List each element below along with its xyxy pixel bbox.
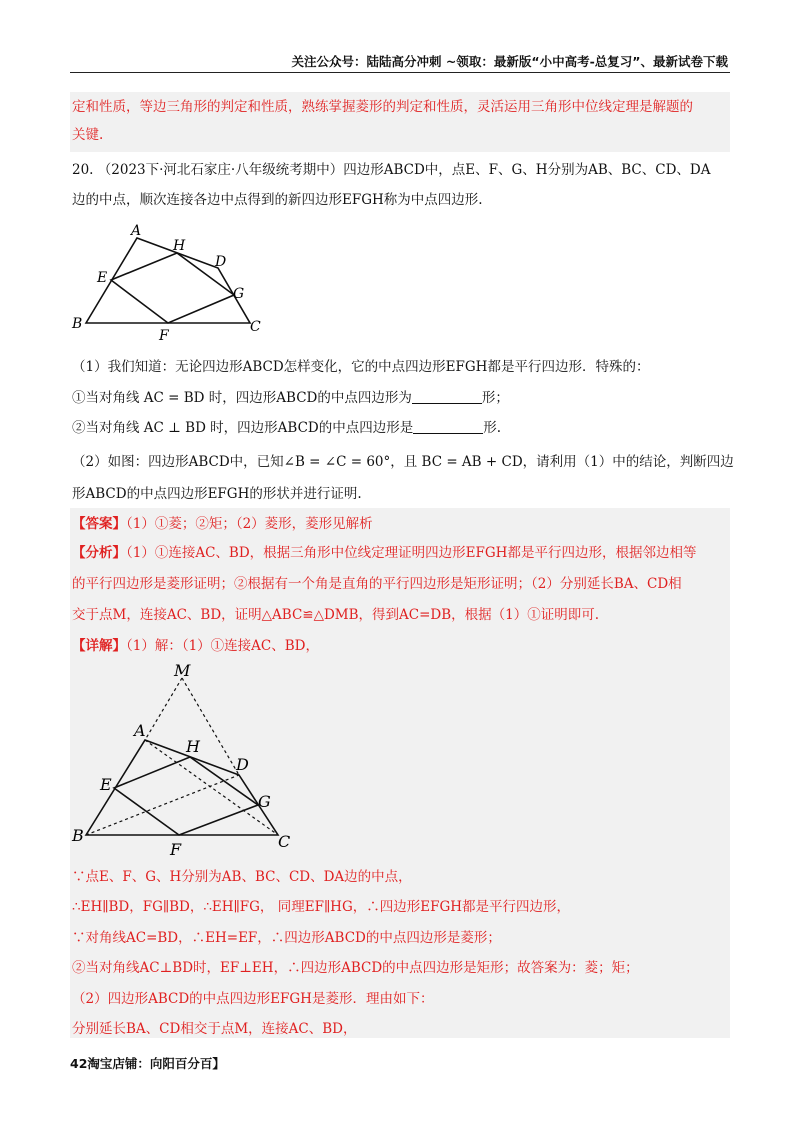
fig1-label-c: C	[250, 319, 261, 335]
prev-answer-line2: 关键.	[72, 127, 104, 143]
item1-text: ①当对角线 AC = BD 时，四边形ABCD的中点四边形为	[72, 390, 412, 406]
answer-text: （1）①菱；②矩；（2）菱形，菱形见解析	[126, 516, 373, 532]
part2-line1: （2）如图：四边形ABCD中，已知∠B = ∠C = 60°，且 BC = AB + CD，请利用（1）中的结论，判断四边	[72, 454, 734, 470]
detail-line-4: ②当对角线AC⊥BD时，EF⊥EH，∴四边形ABCD的中点四边形是矩形；故答案为：菱；矩；	[72, 960, 639, 976]
fig1-label-h: H	[173, 238, 186, 254]
detail-intro-line	[72, 636, 319, 656]
item2-suffix: 形.	[483, 420, 502, 436]
fig2-label-a: A	[134, 721, 146, 740]
detail-line-3: ∵对角线AC=BD，∴EH=EF，∴四边形ABCD的中点四边形是菱形；	[72, 930, 501, 946]
answer-label: 【答案】	[72, 516, 126, 532]
answer-line	[72, 514, 373, 534]
fig2-label-g: G	[258, 792, 271, 811]
question-line2: 边的中点，顺次连接各边中点得到的新四边形EFGH称为中点四边形.	[72, 192, 483, 208]
item2-text: ②当对角线 AC ⊥ BD 时，四边形ABCD的中点四边形是	[72, 420, 414, 436]
item1-suffix: 形；	[481, 390, 509, 406]
detail-label: 【详解】	[72, 638, 126, 654]
fig1-label-g: G	[233, 286, 245, 302]
fig1-label-f: F	[159, 328, 169, 342]
dotted-ac	[145, 740, 278, 835]
header-rule	[70, 72, 730, 73]
detail-line-2: ∴EH∥BD，FG∥BD，∴EH∥FG， 同理EF∥HG，∴四边形EFGH都是平行四边形，	[72, 899, 571, 915]
footer-shop: 淘宝店铺：向阳百分百】	[87, 1056, 225, 1071]
fig2-label-b: B	[72, 826, 84, 845]
question-line1	[72, 160, 710, 180]
figure-quadrilateral-2	[70, 660, 300, 860]
page-number: 42	[70, 1056, 88, 1071]
page-footer	[70, 1054, 225, 1072]
fig1-label-b: B	[72, 316, 83, 332]
analysis-label: 【分析】	[72, 545, 126, 561]
analysis-line2: 的平行四边形是菱形证明；②根据有一个角是直角的平行四边形是矩形证明；（2）分别延长BA、CD相	[72, 576, 682, 592]
part1-item2	[72, 418, 501, 438]
detail-line-5: （2）四边形ABCD的中点四边形EFGH是菱形．理由如下：	[72, 991, 434, 1007]
question-number: 20.	[72, 162, 94, 178]
fig2-label-c: C	[278, 832, 291, 851]
page-header: 关注公众号：陆陆高分冲刺 ~领取：最新版“小中高考-总复习”、最新试卷下载	[291, 54, 728, 69]
fig1-label-e: E	[97, 270, 108, 286]
detail-intro: （1）解：（1）①连接AC、BD，	[126, 638, 320, 654]
analysis-text-1: （1）①连接AC、BD，根据三角形中位线定理证明四边形EFGH都是平行四边形，根据邻边相等	[126, 545, 697, 561]
fig2-label-h: H	[186, 737, 200, 756]
fig2-label-e: E	[100, 775, 112, 794]
detail-line-6: 分别延长BA、CD相交于点M，连接AC、BD，	[72, 1021, 357, 1037]
analysis-line3: 交于点M，连接AC、BD，证明△ABC≌△DMB，得到AC=DB，根据（1）①证明即可.	[72, 607, 600, 623]
analysis-line1	[72, 543, 696, 563]
question-text-1: （2023下·河北石家庄·八年级统考期中）四边形ABCD中，点E、F、G、H分别为AB、BC、CD、DA	[97, 162, 711, 178]
part1-intro: （1）我们知道：无论四边形ABCD怎样变化，它的中点四边形EFGH都是平行四边形．特殊的：	[72, 359, 650, 375]
fig1-label-d: D	[215, 254, 227, 270]
fig2-label-m: M	[174, 661, 191, 680]
part1-item1	[72, 388, 509, 408]
prev-answer-line1: 定和性质，等边三角形的判定和性质，熟练掌握菱形的判定和性质，灵活运用三角形中位线定理是解题的	[72, 99, 693, 115]
figure-quadrilateral-1	[70, 222, 280, 342]
part2-line2: 形ABCD的中点四边形EFGH的形状并进行证明.	[72, 486, 362, 502]
answer-blank-1	[412, 389, 482, 404]
detail-line-1: ∵点E、F、G、H分别为AB、BC、CD、DA边的中点，	[72, 869, 412, 885]
prev-answer-block	[70, 92, 730, 152]
fig2-label-d: D	[236, 755, 249, 774]
fig1-label-a: A	[131, 223, 142, 239]
dotted-ma	[145, 678, 182, 740]
dotted-md	[182, 678, 239, 775]
answer-blank-2	[413, 419, 483, 434]
fig2-label-f: F	[170, 840, 182, 859]
